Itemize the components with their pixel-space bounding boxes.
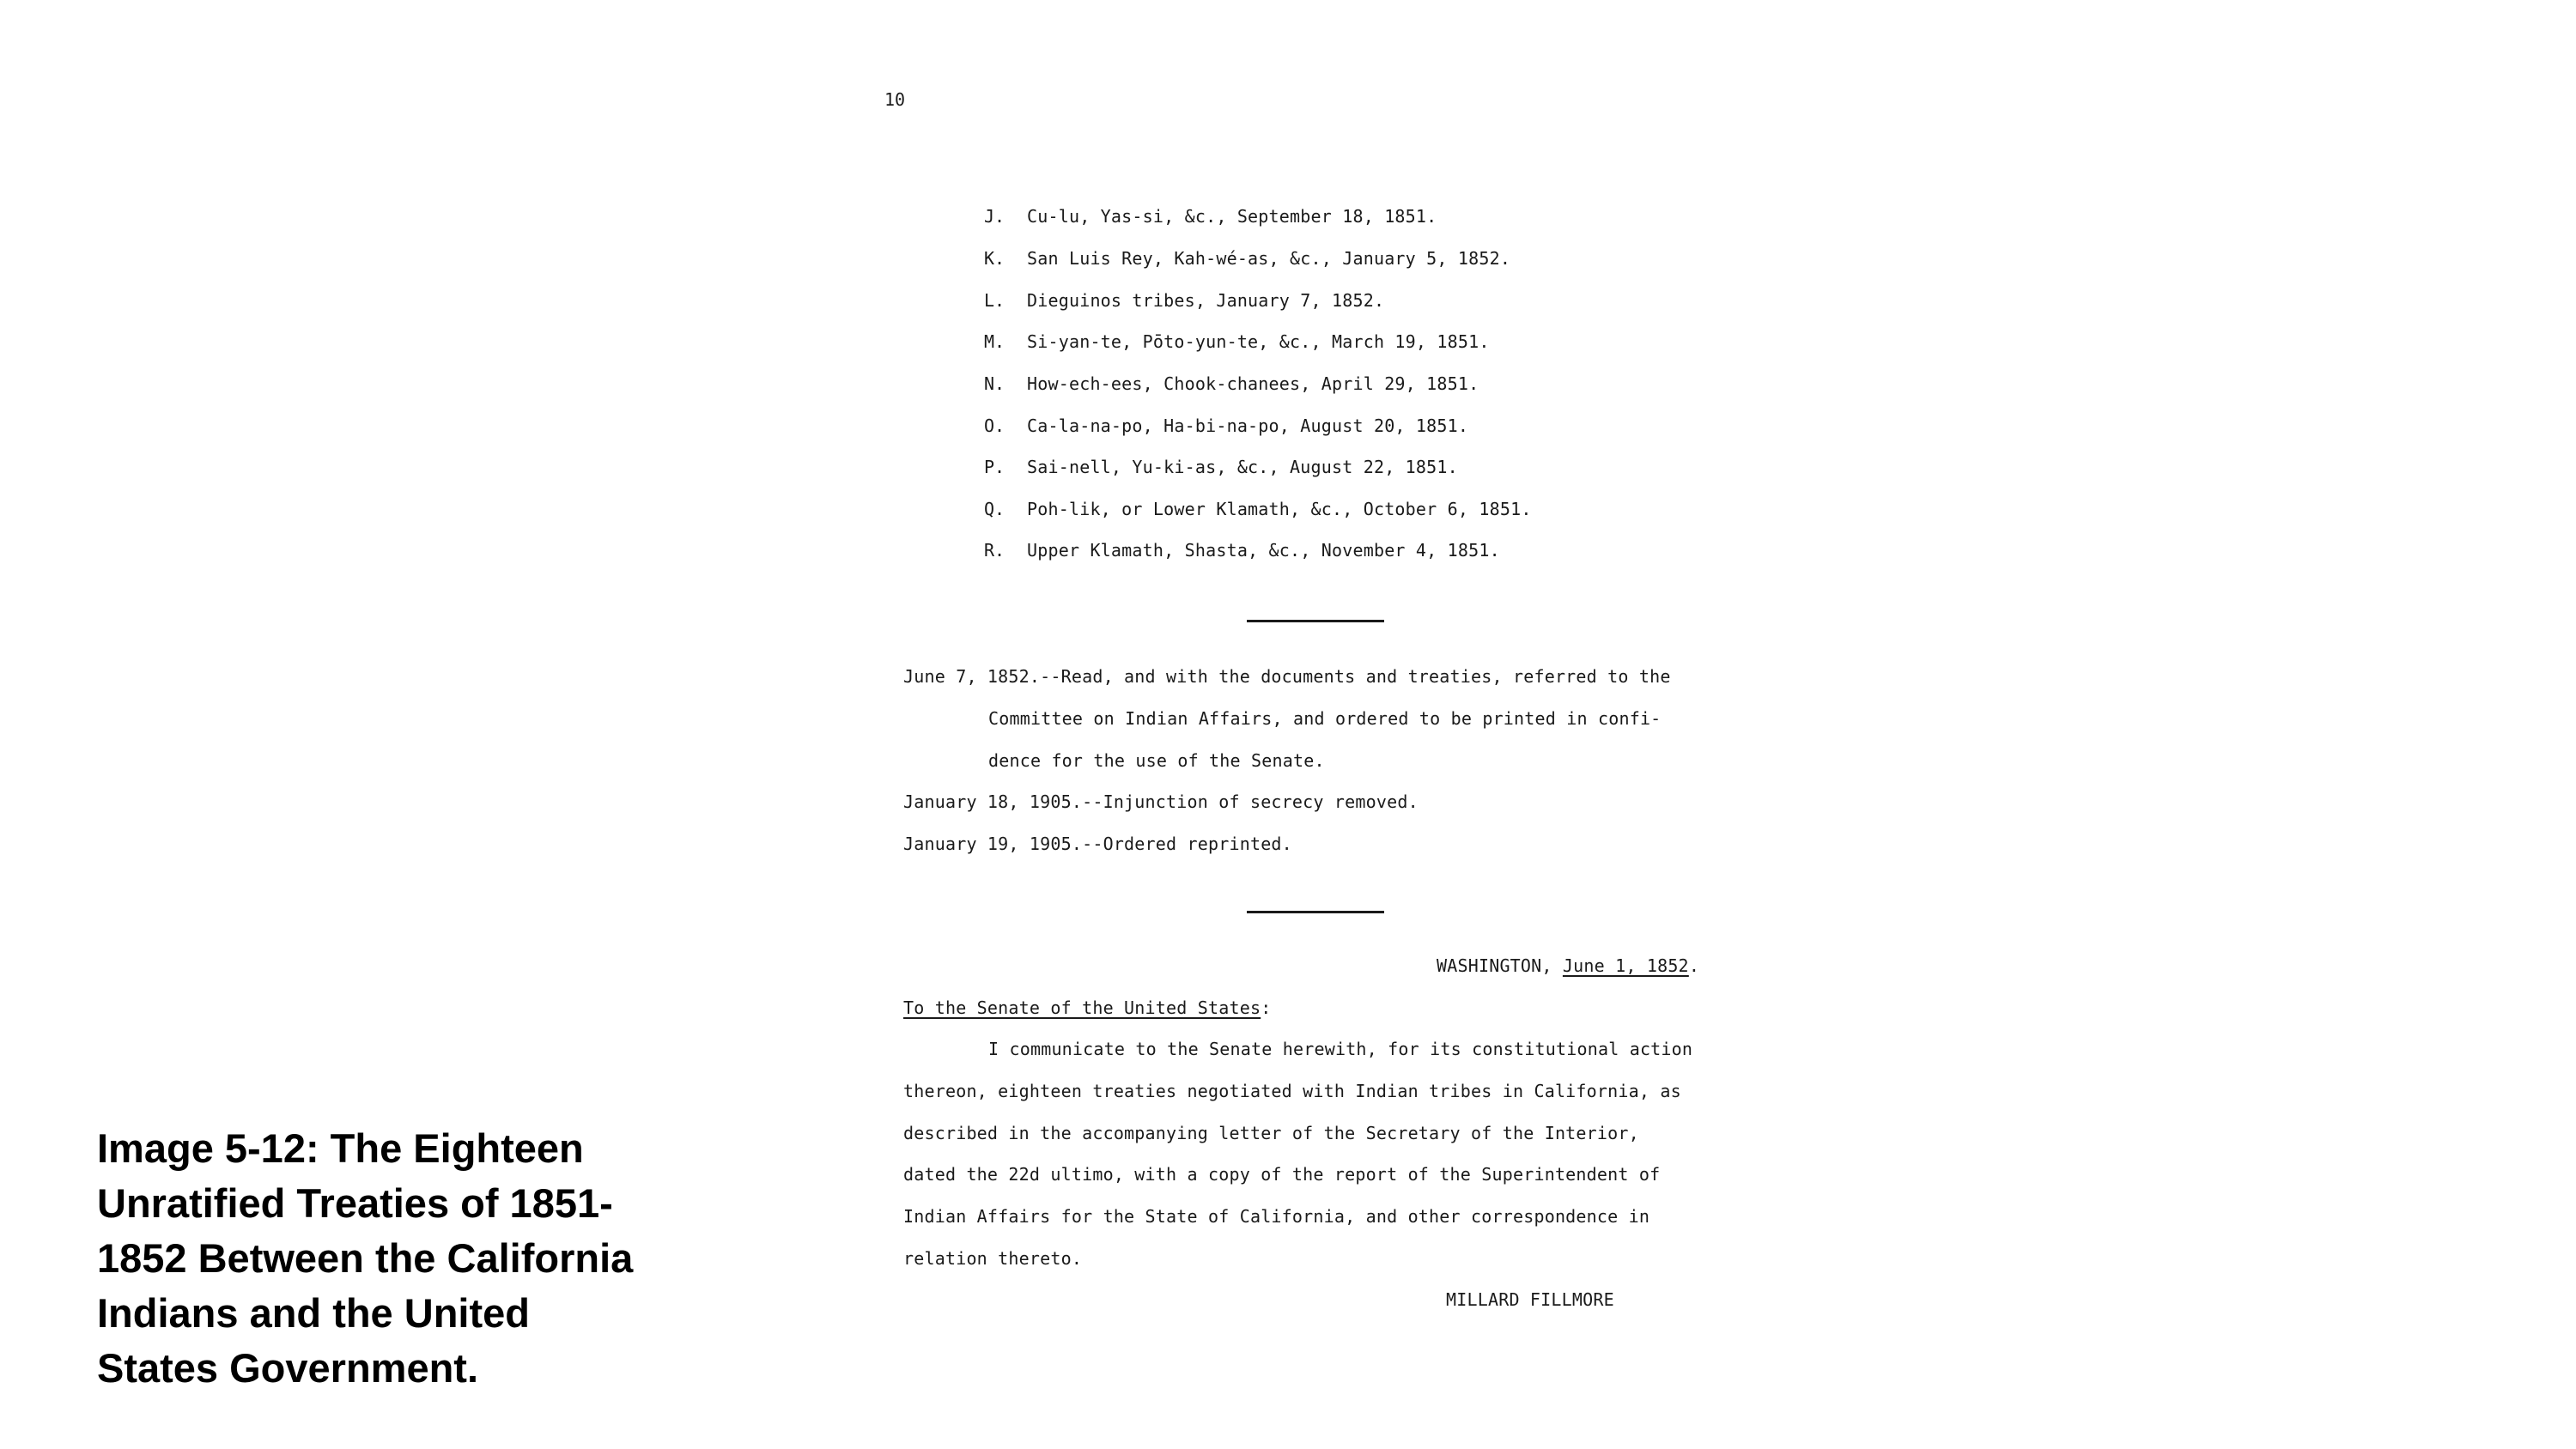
caption-line-1: Image 5-12: The Eighteen	[97, 1125, 584, 1171]
signature: MILLARD FILLMORE	[1446, 1289, 1614, 1310]
list-item-letter: Q.	[984, 499, 1005, 519]
section-divider	[1247, 620, 1384, 622]
salutation-colon: :	[1261, 997, 1272, 1018]
dateline-place: WASHINGTON,	[1437, 955, 1563, 976]
body-line-4: dated the 22d ultimo, with a copy of the report of the Superintendent of	[903, 1164, 1661, 1185]
body-line-1: I communicate to the Senate herewith, for its constitutional action	[988, 1039, 1693, 1059]
dateline-period: .	[1688, 955, 1700, 976]
caption-line-2: Unratified Treaties of 1851-	[97, 1180, 613, 1226]
salutation-text: To the Senate of the United States	[903, 997, 1261, 1018]
list-item-text: San Luis Rey, Kah-wé-as, &c., January 5, 1852.	[1027, 248, 1511, 269]
body-line-3: described in the accompanying letter of the Secretary of the Interior,	[903, 1123, 1639, 1143]
list-item-letter: N.	[984, 373, 1005, 394]
history-line-4: January 18, 1905.--Injunction of secrecy removed.	[903, 791, 1419, 812]
list-item-letter: J.	[984, 206, 1005, 227]
body-line-2: thereon, eighteen treaties negotiated with Indian tribes in California, as	[903, 1081, 1681, 1101]
list-item-text: Poh-lik, or Lower Klamath, &c., October 6, 1851.	[1027, 499, 1532, 519]
list-item-letter: M.	[984, 331, 1005, 352]
list-item-text: Cu-lu, Yas-si, &c., September 18, 1851.	[1027, 206, 1437, 227]
history-line-2: Committee on Indian Affairs, and ordered to be printed in confi-	[988, 708, 1662, 729]
list-item-letter: O.	[984, 415, 1005, 436]
caption-line-4: Indians and the United	[97, 1290, 530, 1336]
list-item-letter: K.	[984, 248, 1005, 269]
body-line-5: Indian Affairs for the State of California, and other correspondence in	[903, 1206, 1650, 1227]
body-line-6: relation thereto.	[903, 1248, 1083, 1269]
salutation	[903, 997, 1271, 1018]
list-item-letter: L.	[984, 290, 1005, 311]
caption-line-3: 1852 Between the California	[97, 1235, 634, 1281]
dateline	[1437, 955, 1699, 976]
history-line-1: June 7, 1852.--Read, and with the documents and treaties, referred to the	[903, 666, 1671, 687]
list-item-text: Sai-nell, Yu-ki-as, &c., August 22, 1851.	[1027, 457, 1458, 477]
list-item-text: Si-yan-te, Pōto-yun-te, &c., March 19, 1851.	[1027, 331, 1490, 352]
list-item-text: Dieguinos tribes, January 7, 1852.	[1027, 290, 1385, 311]
list-item-text: Ca-la-na-po, Ha-bi-na-po, August 20, 1851.	[1027, 415, 1469, 436]
list-item-text: Upper Klamath, Shasta, &c., November 4, 1851.	[1027, 540, 1500, 561]
history-line-5: January 19, 1905.--Ordered reprinted.	[903, 834, 1292, 854]
list-item-letter: P.	[984, 457, 1005, 477]
list-item-text: How-ech-ees, Chook-chanees, April 29, 1851.	[1027, 373, 1479, 394]
section-divider	[1247, 911, 1384, 913]
list-item-letter: R.	[984, 540, 1005, 561]
caption-line-5: States Government.	[97, 1345, 479, 1391]
history-line-3: dence for the use of the Senate.	[988, 750, 1325, 771]
dateline-date: June 1, 1852	[1562, 955, 1689, 976]
page-number: 10	[884, 89, 906, 110]
